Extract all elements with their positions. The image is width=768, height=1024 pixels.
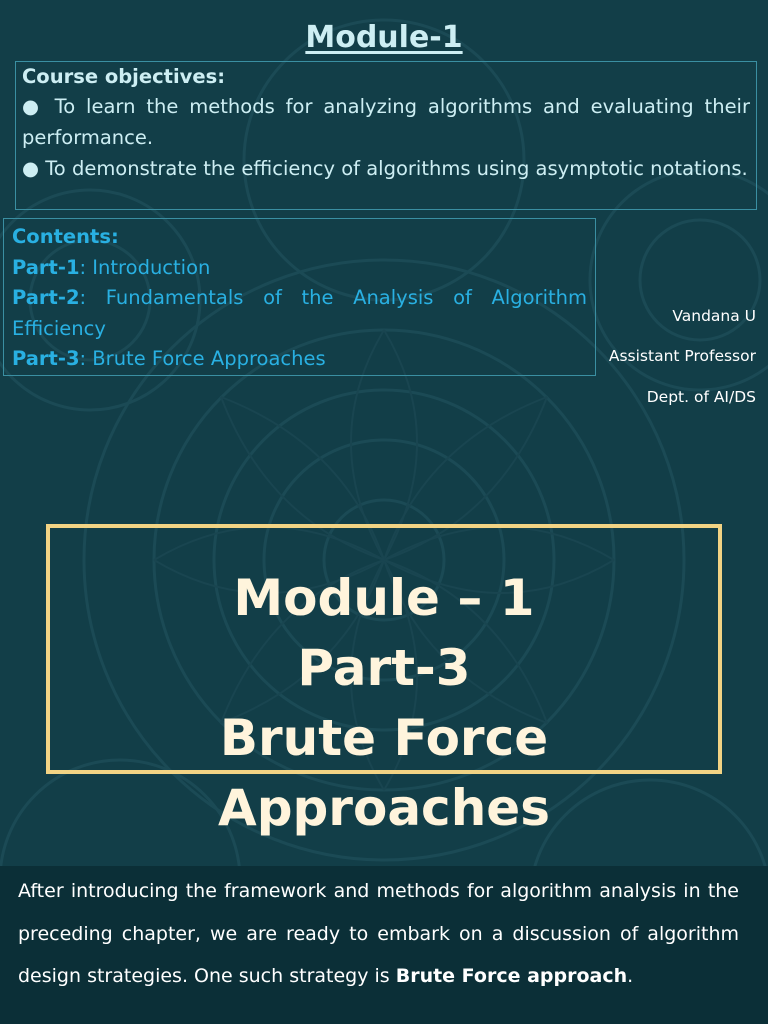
intro-text-after: . xyxy=(627,965,634,987)
part-text: : Brute Force Approaches xyxy=(79,347,326,370)
title-line-module: Module – 1 xyxy=(233,569,535,627)
module-heading: Module-1 xyxy=(305,20,463,55)
author-role: Assistant Professor xyxy=(608,347,756,365)
part-text: : Fundamentals of the Analysis of Algorithm Efficiency xyxy=(12,286,587,340)
objective-item: ● To learn the methods for analyzing algorithms and evaluating their performance. xyxy=(22,95,750,149)
title-box xyxy=(46,524,722,837)
contents-part-2 xyxy=(12,283,587,344)
intro-text-before: After introducing the framework and methods for algorithm analysis in the preceding chapter, we are ready to embark on a discussion of algorithm design strategies. One such strategy is xyxy=(18,880,739,987)
contents-box xyxy=(3,218,596,376)
author-name: Vandana U xyxy=(672,307,756,325)
contents-title: Contents: xyxy=(12,225,119,248)
objective-item: ● To demonstrate the efficiency of algorithms using asymptotic notations. xyxy=(22,157,748,180)
part-label: Part-2 xyxy=(12,286,80,309)
contents-part-3 xyxy=(12,344,587,375)
objectives-title: Course objectives: xyxy=(22,65,225,88)
part-text: : Introduction xyxy=(79,255,211,279)
part-label: Part-1 xyxy=(12,255,80,279)
part-label: Part-3 xyxy=(12,347,80,370)
title-line-part: Part-3 xyxy=(297,639,471,697)
intro-paragraph xyxy=(18,870,739,998)
title-line-topic: Brute Force Approaches xyxy=(218,709,550,837)
course-objectives-box xyxy=(15,61,757,210)
author-dept: Dept. of AI/DS xyxy=(646,388,756,406)
intro-text-bold: Brute Force approach xyxy=(395,965,628,987)
contents-part-1 xyxy=(12,253,587,284)
